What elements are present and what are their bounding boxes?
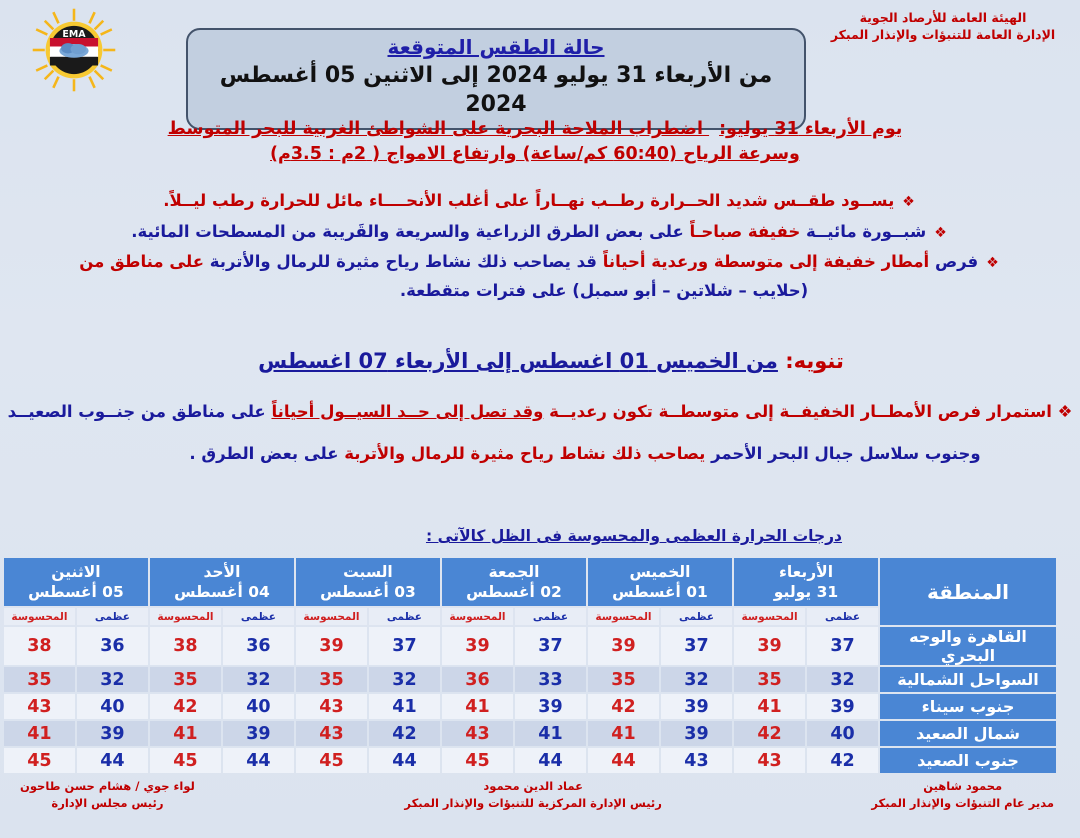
notice-body: [6, 398, 1074, 468]
temp-max: 39: [515, 694, 586, 719]
header-day-4: [150, 558, 294, 606]
subheader-feel: المحسوسة: [588, 608, 659, 625]
day-name: الأحد: [203, 562, 241, 581]
bullet-segment: شبــورة مائيــة: [800, 221, 927, 241]
forecast-period: من الأربعاء 31 يوليو 2024 إلى الاثنين 05 أغسطس 2024: [219, 63, 773, 117]
day-name: الجمعة: [488, 562, 540, 581]
notice-segment: على مناطق من جنــوب الصعيــد: [7, 402, 272, 421]
temp-max: 42: [807, 748, 878, 773]
temp-max: 39: [77, 721, 148, 746]
bullet-text: [163, 188, 894, 215]
temp-max: 32: [369, 667, 440, 692]
temp-max: 32: [661, 667, 732, 692]
table-caption: درجات الحرارة العظمى والمحسوسة فى الظل كالآتى :: [425, 527, 843, 545]
signature-block: [404, 778, 661, 813]
diamond-bullet-icon: ❖: [902, 194, 915, 210]
table-header: [4, 558, 1056, 625]
bullet-item: [14, 249, 1064, 276]
temp-feel: 41: [734, 694, 805, 719]
bullet-segment: خفيفة صباحـاً: [683, 221, 801, 241]
logo-acronym: EMA: [62, 29, 86, 41]
region-name: شمال الصعيد: [880, 721, 1056, 746]
temp-max: 36: [223, 627, 294, 665]
temp-feel: 35: [588, 667, 659, 692]
temp-feel: 43: [442, 721, 513, 746]
day-date: 02 أغسطس: [466, 583, 562, 601]
table-body: [4, 627, 1056, 773]
signatory-title: مدير عام التنبؤات والإنذار المبكر: [871, 796, 1054, 811]
subheader-feel: المحسوسة: [150, 608, 221, 625]
temp-max: 44: [77, 748, 148, 773]
day-date: 01 أغسطس: [612, 583, 708, 601]
bullet-item: [14, 188, 1064, 215]
header-day-3: [296, 558, 440, 606]
temp-max: 32: [807, 667, 878, 692]
temp-feel: 45: [296, 748, 367, 773]
temp-max: 44: [369, 748, 440, 773]
sun-rays-icon: [31, 7, 117, 93]
signatory-name: محمود شاهين: [923, 779, 1003, 793]
temp-max: 40: [223, 694, 294, 719]
authority-line-1: الهيئة العامة للأرصاد الجوية: [859, 10, 1027, 25]
temp-feel: 39: [442, 627, 513, 665]
table-row: [4, 748, 1056, 773]
page-title: حالة الطقس المتوقعة: [387, 35, 605, 59]
table-row: [4, 721, 1056, 746]
bullet-text: [131, 219, 926, 246]
temp-feel: 39: [588, 627, 659, 665]
notice-segment: استمرار فرص الأمطــار الخفيفــة إلى متوسطــة تكون رعديــة: [543, 402, 1052, 421]
temp-feel: 41: [442, 694, 513, 719]
temp-feel: 35: [734, 667, 805, 692]
temp-feel: 39: [296, 627, 367, 665]
notice-segment-emphasis: وقد تصل إلى حــد السيــول أحياناً: [271, 402, 544, 421]
temp-max: 32: [77, 667, 148, 692]
bullet-item: [14, 219, 1064, 246]
day-date: 05 أغسطس: [28, 583, 124, 601]
header-day-2: [442, 558, 586, 606]
day-name: الاثنين: [51, 562, 101, 581]
subheader-max: عظمى: [77, 608, 148, 625]
temp-max: 37: [369, 627, 440, 665]
temp-max: 41: [369, 694, 440, 719]
notice-heading: [12, 348, 1080, 375]
table-row: [4, 694, 1056, 719]
signatory-title: رئيس الإدارة المركزية للتنبؤات والإنذار المبكر: [404, 796, 662, 811]
temp-feel: 42: [150, 694, 221, 719]
day-date: 31 يوليو: [773, 583, 839, 601]
notice-date-range: من الخميس 01 اغسطس إلى الأربعاء 07 اغسطس: [258, 349, 778, 373]
subheader-max: عظمى: [661, 608, 732, 625]
bullet-segment: على بعض الطرق الزراعية والسريعة والقَريبة من المسطحات المائية.: [131, 221, 684, 241]
temp-feel: 42: [588, 694, 659, 719]
temp-feel: 38: [4, 627, 75, 665]
diamond-bullet-icon: ❖: [986, 255, 999, 272]
day-headline-row-1: [8, 117, 1062, 142]
notice-line-1: [6, 398, 1074, 426]
temp-max: 44: [223, 748, 294, 773]
page-header: [0, 0, 1080, 117]
temp-feel: 36: [442, 667, 513, 692]
signatory-name: عماد الدين محمود: [483, 779, 583, 793]
temp-feel: 43: [296, 721, 367, 746]
table-row: [4, 627, 1056, 665]
notice-keyword: تنويه:: [785, 349, 844, 373]
temp-max: 41: [515, 721, 586, 746]
region-name: القاهرة والوجه البحري: [880, 627, 1056, 665]
region-name: جنوب الصعيد: [880, 748, 1056, 773]
signatory-name: لواء جوي / هشام حسن طاحون: [20, 779, 195, 793]
bullet-continuation: (حلايب – شلاتين – أبو سمبل) على فترات متقطعة.: [399, 281, 809, 301]
temp-feel: 41: [588, 721, 659, 746]
temp-max: 37: [515, 627, 586, 665]
subheader-feel: المحسوسة: [442, 608, 513, 625]
temp-feel: 45: [4, 748, 75, 773]
notice-segment: على بعض الطرق .: [189, 444, 339, 464]
signature-footer: [10, 778, 1070, 813]
subheader-feel: المحسوسة: [734, 608, 805, 625]
temp-feel: 35: [296, 667, 367, 692]
signature-block: [20, 778, 195, 813]
temp-feel: 41: [4, 721, 75, 746]
temperature-table: [2, 556, 1058, 775]
notice-segment: وجنوب سلاسل جبال البحر الأحمر: [705, 444, 981, 464]
signature-block: [871, 778, 1054, 813]
temp-feel: 43: [296, 694, 367, 719]
temp-feel: 44: [588, 748, 659, 773]
header-day-1: [588, 558, 732, 606]
temp-max: 36: [77, 627, 148, 665]
diamond-bullet-icon: ❖: [1051, 402, 1073, 421]
temp-feel: 42: [734, 721, 805, 746]
temp-feel: 35: [4, 667, 75, 692]
bullet-segment: يســود طقــس شديد الحــرارة رطــب نهــاراً على أغلب الأنحــــاء مائل للحرارة رطب ليــلاً.: [163, 191, 895, 210]
authority-name: [820, 10, 1066, 44]
notice-line-2: [6, 440, 1074, 468]
title-box: [186, 28, 806, 130]
temp-feel: 38: [150, 627, 221, 665]
temp-max: 39: [661, 721, 732, 746]
day-date: 04 أغسطس: [174, 583, 270, 601]
bullet-segment: فرص: [929, 252, 979, 272]
temp-max: 44: [515, 748, 586, 773]
header-day-0: [734, 558, 878, 606]
bullet-segment: قد يصاحب ذلك نشاط رياح مثيرة للرمال والأتربة: [204, 252, 597, 272]
day-headline-line-1: اضطراب الملاحة البحرية على الشواطئ الغربية للبحر المتوسط: [167, 119, 703, 139]
subheader-max: عظمى: [369, 608, 440, 625]
header-day-5: [4, 558, 148, 606]
day-headline-label: يوم الأربعاء 31 يوليو:: [719, 119, 903, 139]
subheader-max: عظمى: [807, 608, 878, 625]
table-row: [4, 667, 1056, 692]
temp-max: 43: [661, 748, 732, 773]
temp-max: 39: [661, 694, 732, 719]
subheader-max: عظمى: [515, 608, 586, 625]
subheader-max: عظمى: [223, 608, 294, 625]
bullet-list: [14, 188, 1064, 305]
temp-max: 33: [515, 667, 586, 692]
day-date: 03 أغسطس: [320, 583, 416, 601]
bullet-segment: على مناطق من: [79, 252, 205, 272]
temp-max: 40: [77, 694, 148, 719]
day-headline-line-2: وسرعة الرياح (60:40 كم/ساعة) وارتفاع الامواج ( 2م : 3.5م): [270, 144, 800, 165]
day-name: الأربعاء: [778, 562, 834, 581]
temp-feel: 43: [734, 748, 805, 773]
table-day-header-row: [4, 558, 1056, 606]
temp-max: 37: [661, 627, 732, 665]
ema-logo: [20, 6, 128, 94]
region-name: جنوب سيناء: [880, 694, 1056, 719]
region-name: السواحل الشمالية: [880, 667, 1056, 692]
temp-max: 39: [223, 721, 294, 746]
temp-max: 32: [223, 667, 294, 692]
temp-feel: 39: [734, 627, 805, 665]
header-region: المنطقة: [880, 558, 1056, 625]
signatory-title: رئيس مجلس الإدارة: [51, 796, 164, 811]
subheader-feel: المحسوسة: [296, 608, 367, 625]
notice-segment: يصاحب ذلك نشاط رياح مثيرة للرمال والأتربة: [338, 444, 706, 464]
temp-feel: 41: [150, 721, 221, 746]
temp-feel: 43: [4, 694, 75, 719]
temp-max: 39: [807, 694, 878, 719]
temp-max: 42: [369, 721, 440, 746]
bullet-text: [79, 249, 978, 276]
day-name: السبت: [343, 562, 393, 581]
temp-feel: 45: [442, 748, 513, 773]
day-headline: [8, 117, 1072, 168]
temp-feel: 45: [150, 748, 221, 773]
bullet-segment: أمطار خفيفة إلى متوسطة ورعدية أحياناً: [596, 252, 930, 272]
temp-max: 40: [807, 721, 878, 746]
day-name: الخميس: [629, 562, 691, 581]
authority-line-2: الإدارة العامة للتنبؤات والإنذار المبكر: [830, 26, 1056, 42]
temp-max: 37: [807, 627, 878, 665]
diamond-bullet-icon: ❖: [934, 224, 947, 241]
subheader-feel: المحسوسة: [4, 608, 75, 625]
temp-feel: 35: [150, 667, 221, 692]
